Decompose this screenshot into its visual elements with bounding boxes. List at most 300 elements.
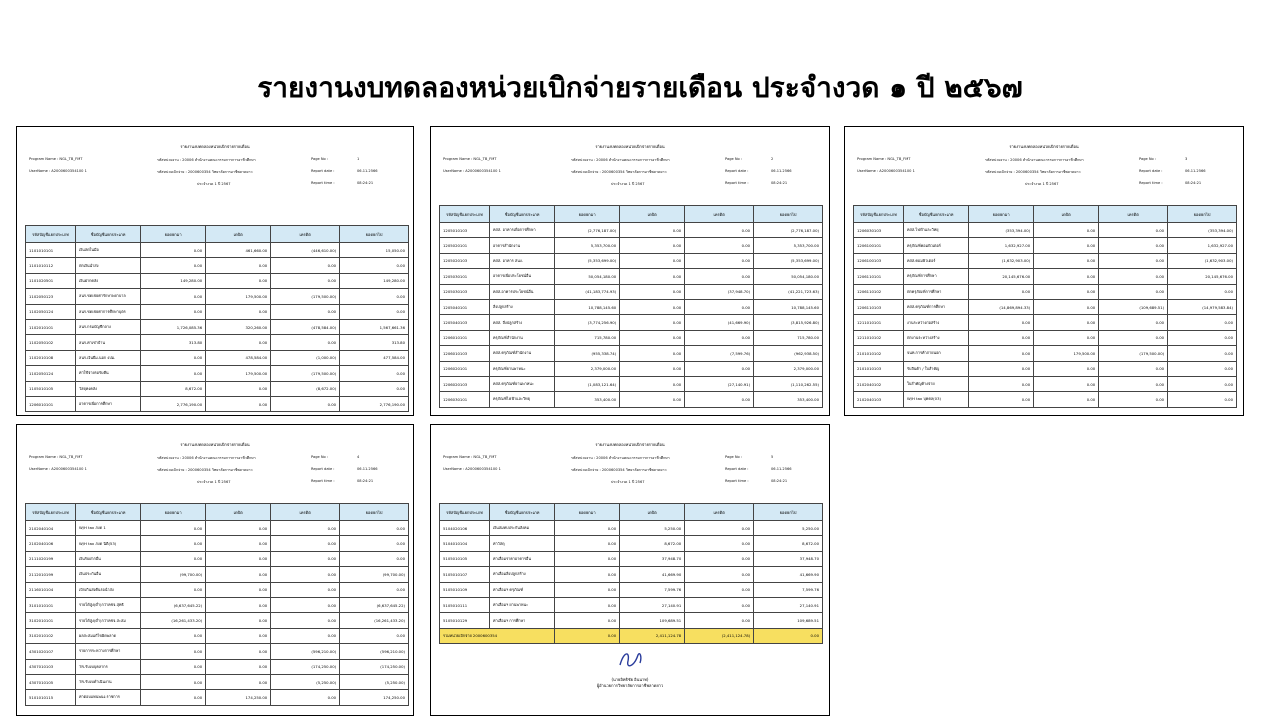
table-cell: 0.00 [271,582,340,597]
table-row [26,644,409,659]
table-cell: 0.00 [620,315,685,330]
table-row [26,567,409,582]
table-cell: (5,353,699.00) [754,253,823,268]
column-header: รหัสบัญชีแยกประเภท [440,504,490,521]
table-cell: 0.00 [1034,223,1099,238]
table-cell: 1101010112 [26,258,76,273]
table-cell: 3102010101 [26,613,76,628]
table-cell: 20,145,676.00 [1168,269,1237,284]
table-row [26,613,409,628]
table-cell: 0.00 [206,628,271,643]
table-cell: 149,280.00 [141,273,206,288]
page-no: 5 [771,455,774,459]
table-cell: จนท.การค้าภายนอก [904,346,969,361]
table-row [854,269,1237,284]
table-row [440,597,823,612]
table-cell: (5,250.00) [340,674,409,689]
table-cell: (16,261,433.20) [141,613,206,628]
table-row [440,582,823,597]
table-cell: 1206020101 [440,361,490,376]
table-cell: 2102040106 [26,536,76,551]
table-cell: 2111020199 [26,551,76,566]
table-row [440,551,823,566]
table-cell: เงินสดในมือ [76,243,141,258]
table-cell: 0.00 [685,253,754,268]
table-cell: 0.00 [1034,284,1099,299]
table-cell: เงินฝากคลัง [76,273,141,288]
table-cell: 27,140.91 [754,597,823,612]
report-time-label: Report time : [725,479,749,483]
program-name: Program Name : NGL_TB_FMT [443,157,497,161]
table-cell: 0.00 [1034,299,1099,314]
table-row [440,269,823,284]
table-cell: 2102040103 [854,392,904,407]
table-cell: (99,700.00) [340,567,409,582]
table-cell: 0.00 [141,350,206,365]
budget-center: รหัสหน่วยงาน : 20006 สำนักงานคณะกรรมการการอาชีวศึกษา [571,158,670,162]
page-no-label: Page No : [1139,157,1157,161]
program-name: Program Name : NGL_TB_FMT [29,455,83,459]
table-row [440,330,823,345]
column-header: ยอดยกมา [141,226,206,243]
column-header: ชื่อบัญชีแยกประเภท [490,206,555,223]
table-cell: (8,672.00) [271,381,340,396]
table-cell: ครุภัณฑ์ไฟฟ้าและวิทยุ [490,392,555,407]
table-cell: 0.00 [620,361,685,376]
table-cell: คสส.ครุภัณฑ์การศึกษา [904,299,969,314]
table-cell: 0.00 [1168,361,1237,376]
table-cell: 4301020107 [26,644,76,659]
page-no: 1 [357,157,360,161]
table-cell: (5,250.00) [271,674,340,689]
column-header: ยอดยกมา [141,504,206,521]
table-cell: (174,250.00) [340,659,409,674]
table-cell: (41,221,723.63) [754,284,823,299]
table-cell: 0.00 [206,273,271,288]
table-cell: 3101010101 [26,597,76,612]
table-cell: 0.00 [555,536,620,551]
report-title: รายงานงบทดลองหน่วยเบิกจ่ายรายเดือน [1009,144,1079,149]
column-header: ยอดยกไป [340,226,409,243]
table-cell: รายการระหว่างการศึกษา [76,644,141,659]
trial-balance-table [25,225,409,412]
table-cell: 50,054,180.00 [754,269,823,284]
table-cell: W/H tax บุคคล(03) [904,392,969,407]
table-cell: 1206020103 [440,376,490,391]
table-cell: 0.00 [620,392,685,407]
table-cell: 37,948.70 [754,551,823,566]
trial-balance-table [439,205,823,408]
table-cell: 0.00 [1168,330,1237,345]
table-cell: (1,000.00) [271,350,340,365]
trial-balance-table [25,503,409,706]
table-cell: 0.00 [620,376,685,391]
table-row [26,258,409,273]
table-cell: 0.00 [620,253,685,268]
table-cell: รับสินค้า / ใบสำคัญ [904,361,969,376]
page-no-label: Page No : [311,455,329,459]
table-cell: 179,500.00 [206,289,271,304]
disbursement-unit: รหัสหน่วยเบิกจ่าย : 2000600354 วิทยาลัยการอาชีพลาดยาว [571,468,667,472]
table-cell: (99,700.00) [141,567,206,582]
table-cell: 353,400.00 [555,392,620,407]
table-cell: 5104010104 [440,536,490,551]
table-cell: 0.00 [1168,346,1237,361]
table-cell: 5105010105 [440,551,490,566]
table-cell: ค่าเสื่อมฯ ยานพาหนะ [490,597,555,612]
table-cell: 0.00 [685,582,754,597]
table-cell: 2,776,190.00 [141,396,206,411]
page-no: 4 [357,455,360,459]
total-cell: 2,411,124.78 [620,628,685,643]
table-cell: ค่าเสื่อมราคาอาคารอื่น [490,551,555,566]
table-cell: 0.00 [141,521,206,536]
table-cell: 1205020103 [440,253,490,268]
table-cell: 0.00 [685,597,754,612]
table-cell: 0.00 [969,346,1034,361]
table-cell: (16,261,433.20) [340,613,409,628]
table-cell: 0.00 [206,582,271,597]
table-cell: ผลสะสมแก้ไขผิดพลาด [76,628,141,643]
page-no-label: Page No : [725,455,743,459]
table-cell: 353,400.00 [754,392,823,407]
table-cell: 15,050.00 [340,243,409,258]
table-cell: คสส.ครุภัณฑ์ยานพาหนะ [490,376,555,391]
table-row [26,243,409,258]
table-cell: 0.00 [271,613,340,628]
table-cell: 1206030101 [440,392,490,407]
table-cell: เงินประกันอื่น [76,567,141,582]
report-date-label: Report date : [311,169,335,173]
table-cell: 8,672.00 [141,381,206,396]
trial-balance-table [853,205,1237,408]
table-cell: 0.00 [340,582,409,597]
report-time: 08:24:21 [357,181,374,185]
table-cell: (596,210.00) [271,644,340,659]
table-cell: 0.00 [141,551,206,566]
report-date: 06.11.2566 [771,169,792,173]
column-header: ยอดยกมา [555,504,620,521]
table-cell: เบิกเกินส่งคืนรอนำส่ง [76,582,141,597]
table-cell: (109,689.51) [1099,299,1168,314]
table-cell: 1211010102 [854,330,904,345]
table-cell: สิ่งปลูกสร้าง [490,299,555,314]
table-cell: (955,338.74) [555,346,620,361]
table-cell: อาคารสำนักงาน [490,238,555,253]
table-cell: รายได้สูง(ต่ำ)กว่าคชจ.สุทธิ [76,597,141,612]
table-cell: W/H tax ภงด 1 [76,521,141,536]
table-cell: 37,948.70 [620,551,685,566]
table-cell: ลนร.ค่าเช่าบ้าน [76,335,141,350]
signature-block [431,647,829,689]
table-cell: 1206010101 [440,330,490,345]
report-time-label: Report time : [311,479,335,483]
column-header: เดบิต [206,504,271,521]
table-cell: 1,632,927.00 [1168,238,1237,253]
table-cell: 0.00 [206,304,271,319]
table-cell: 10,788,145.60 [754,299,823,314]
table-cell: 7,599.76 [620,582,685,597]
total-cell: 0.00 [754,628,823,643]
table-cell: ลนร.ชดเชยค่าการศึกษาบุตร [76,304,141,319]
table-cell: 5101010115 [26,690,76,705]
table-cell: 0.00 [340,289,409,304]
table-cell: 0.00 [555,567,620,582]
table-cell: 0.00 [271,258,340,273]
table-cell: 0.00 [340,381,409,396]
table-cell: 7,599.76 [754,582,823,597]
report-date: 06.11.2566 [1185,169,1206,173]
report-date: 06.11.2566 [357,169,378,173]
table-row [440,315,823,330]
table-cell: 0.00 [206,396,271,411]
table-row [26,319,409,334]
table-cell: 0.00 [206,521,271,536]
report-page-5 [430,424,830,716]
budget-center: รหัสหน่วยงาน : 20006 สำนักงานคณะกรรมการการอาชีวศึกษา [157,456,256,460]
table-cell: ค่าใช้จ่ายรอรับคืน [76,366,141,381]
table-cell: เงินสมทบประกันสังคม [490,521,555,536]
table-cell: 1206100103 [854,253,904,268]
table-cell: 5,353,700.00 [754,238,823,253]
table-cell: 1205040101 [440,299,490,314]
table-cell: 149,280.00 [340,273,409,288]
table-cell: ค่าเสื่อมฯ ครุภัณฑ์ [490,582,555,597]
table-cell: 477,584.00 [340,350,409,365]
table-cell: (174,250.00) [271,659,340,674]
table-cell: 715,780.00 [754,330,823,345]
table-cell: 1101010101 [26,243,76,258]
report-date-label: Report date : [725,169,749,173]
table-cell: 0.00 [271,521,340,536]
table-cell: 0.00 [141,366,206,381]
table-row [854,284,1237,299]
table-cell: รายได้สูง(ต่ำ)กว่าคชจ.สะสม [76,613,141,628]
table-row [26,659,409,674]
column-header: ยอดยกมา [969,206,1034,223]
table-cell: 0.00 [1168,376,1237,391]
table-cell: 0.00 [685,536,754,551]
table-cell: 1206110102 [854,284,904,299]
table-cell: ครุภัณฑ์คอมพิวเตอร์ [904,238,969,253]
table-cell: 0.00 [206,597,271,612]
table-cell: (1,083,121.64) [555,376,620,391]
report-period: ประจำงวด 1 ปี 2567 [611,182,645,186]
program-name: Program Name : NGL_TB_FMT [443,455,497,459]
table-cell: 0.00 [271,335,340,350]
table-row [440,253,823,268]
table-cell: 0.00 [555,551,620,566]
table-cell: 0.00 [969,376,1034,391]
table-cell: 3102010102 [26,628,76,643]
table-cell: 0.00 [340,521,409,536]
table-cell: 109,689.51 [620,613,685,628]
report-time: 08:24:21 [1185,181,1202,185]
table-row [440,567,823,582]
table-cell: 0.00 [206,381,271,396]
report-page-4 [16,424,414,716]
table-cell: (6,637,645.22) [141,597,206,612]
table-cell: 0.00 [620,346,685,361]
table-cell: 0.00 [340,304,409,319]
table-cell: 2,776,190.00 [340,396,409,411]
column-header: เดบิต [206,226,271,243]
table-cell: ใบสำคัญค้างจ่าย [904,376,969,391]
table-cell: (1,110,262.55) [754,376,823,391]
table-cell: 0.00 [620,330,685,345]
signature-position: ผู้อำนวยการวิทยาลัยการอาชีพลาดยาว [596,683,664,688]
table-cell: 0.00 [141,289,206,304]
table-cell: 1102050102 [26,335,76,350]
table-cell: คสส.อาคารประโยชน์อื่น [490,284,555,299]
report-period: ประจำงวด 1 ปี 2567 [611,480,645,484]
table-cell: 20,145,676.00 [969,269,1034,284]
table-row [854,299,1237,314]
disbursement-unit: รหัสหน่วยเบิกจ่าย : 2000600354 วิทยาลัยการอาชีพลาดยาว [985,170,1081,174]
table-cell: 0.00 [685,521,754,536]
table-cell: 0.00 [141,536,206,551]
table-row [854,330,1237,345]
table-cell: (27,140.91) [685,376,754,391]
table-cell: 1205030101 [440,269,490,284]
report-period: ประจำงวด 1 ปี 2567 [197,182,231,186]
table-cell: 0.00 [271,273,340,288]
table-row [854,361,1237,376]
table-row [26,396,409,411]
table-cell: อาคารเพื่อการศึกษา [76,396,141,411]
report-title: รายงานงบทดลองหน่วยเบิกจ่ายรายเดือน [180,442,250,447]
table-cell: 2102040104 [26,521,76,536]
table-cell: คสส.ไฟฟ้าและวิทยุ [904,223,969,238]
table-row [26,521,409,536]
table-cell: 0.00 [141,690,206,705]
table-cell: (41,183,774.93) [555,284,620,299]
table-row [26,350,409,365]
table-cell: 0.00 [620,223,685,238]
table-cell: 1102050124 [26,304,76,319]
table-cell: 0.00 [685,238,754,253]
column-header: ชื่อบัญชีแยกประเภท [904,206,969,223]
user-name: UserName : A2000600354100 1 [29,467,87,471]
table-cell: 0.00 [206,551,271,566]
user-name: UserName : A2000600354100 1 [443,467,501,471]
budget-center: รหัสหน่วยงาน : 20006 สำนักงานคณะกรรมการการอาชีวศึกษา [571,456,670,460]
table-row [26,690,409,705]
report-date: 06.11.2566 [771,467,792,471]
table-row [26,289,409,304]
table-cell: 0.00 [620,269,685,284]
table-cell: งานระหว่างก่อสร้าง [904,315,969,330]
report-date-label: Report date : [311,467,335,471]
budget-center: รหัสหน่วยงาน : 20006 สำนักงานคณะกรรมการการอาชีวศึกษา [985,158,1084,162]
table-cell: 0.00 [271,304,340,319]
page-no: 3 [1185,157,1188,161]
table-cell: 0.00 [1034,376,1099,391]
table-cell: 1102010101 [26,319,76,334]
table-cell: 1,726,085.36 [141,319,206,334]
table-row [26,582,409,597]
signature-mark [610,647,650,673]
table-cell: 4307010105 [26,674,76,689]
page-title: รายงานงบทดลองหน่วยเบิกจ่ายรายเดือน ประจำงวด ๑ ปี ๒๕๖๗ [257,71,1023,104]
report-page-2 [430,126,830,416]
table-cell: อาคารเพื่อประโยชน์อื่น [490,269,555,284]
table-cell: 0.00 [620,284,685,299]
table-cell: 5,353,700.00 [555,238,620,253]
table-row [26,674,409,689]
table-cell: 1206100101 [854,238,904,253]
table-row [26,273,409,288]
table-cell: 0.00 [141,582,206,597]
table-cell: 0.00 [555,597,620,612]
table-cell: (478,584.00) [271,319,340,334]
table-cell: ลนร.เงินยืม-นอก งปม. [76,350,141,365]
user-name: UserName : A2000600354100 1 [857,169,915,173]
table-cell: (7,599.76) [685,346,754,361]
table-cell: 0.00 [1034,269,1099,284]
table-cell: 0.00 [1034,330,1099,345]
table-cell: 0.00 [141,304,206,319]
table-row [854,238,1237,253]
table-cell: คสส.ครุภัณฑ์สำนักงาน [490,346,555,361]
table-cell: ค่าวัสดุ [490,536,555,551]
table-cell: 0.00 [206,613,271,628]
table-cell: ครุภัณฑ์ยานพาหนะ [490,361,555,376]
table-cell: 10,788,145.60 [555,299,620,314]
column-header: รหัสบัญชีแยกประเภท [26,504,76,521]
table-cell: เงินรับฝากอื่น [76,551,141,566]
table-cell: 0.00 [1099,269,1168,284]
table-cell: 5105010107 [440,567,490,582]
table-cell: 0.00 [1099,361,1168,376]
table-cell: 0.00 [555,521,620,536]
table-cell: 0.00 [206,644,271,659]
report-time-label: Report time : [311,181,335,185]
table-cell: 1206010101 [26,396,76,411]
table-row [26,335,409,350]
column-header: เครดิต [685,206,754,223]
table-cell: 0.00 [271,690,340,705]
table-cell: 1211010101 [854,315,904,330]
table-row [440,392,823,407]
table-cell: (179,500.00) [271,289,340,304]
page-no-label: Page No : [725,157,743,161]
table-cell: 0.00 [1034,315,1099,330]
table-cell: 0.00 [1034,392,1099,407]
table-row [440,346,823,361]
disbursement-unit: รหัสหน่วยเบิกจ่าย : 2000600354 วิทยาลัยการอาชีพลาดยาว [157,170,253,174]
table-cell: (596,210.00) [340,644,409,659]
report-page-3 [844,126,1244,416]
table-cell: 174,250.00 [340,690,409,705]
column-header: ชื่อบัญชีแยกประเภท [490,504,555,521]
table-row [26,597,409,612]
column-header: รหัสบัญชีแยกประเภท [854,206,904,223]
table-cell: 0.00 [1099,284,1168,299]
table-cell: 0.00 [685,223,754,238]
table-cell: 0.00 [1099,376,1168,391]
table-cell: 1,567,661.36 [340,319,409,334]
table-row [440,536,823,551]
table-cell: 0.00 [1168,315,1237,330]
table-cell: 0.00 [1099,315,1168,330]
table-cell: 1205010103 [440,223,490,238]
table-cell: W/H tax ภงด นิติ(53) [76,536,141,551]
table-cell: 0.00 [685,299,754,314]
table-cell: 1205030103 [440,284,490,299]
table-cell: 2112010199 [26,567,76,582]
table-cell: 0.00 [1099,238,1168,253]
